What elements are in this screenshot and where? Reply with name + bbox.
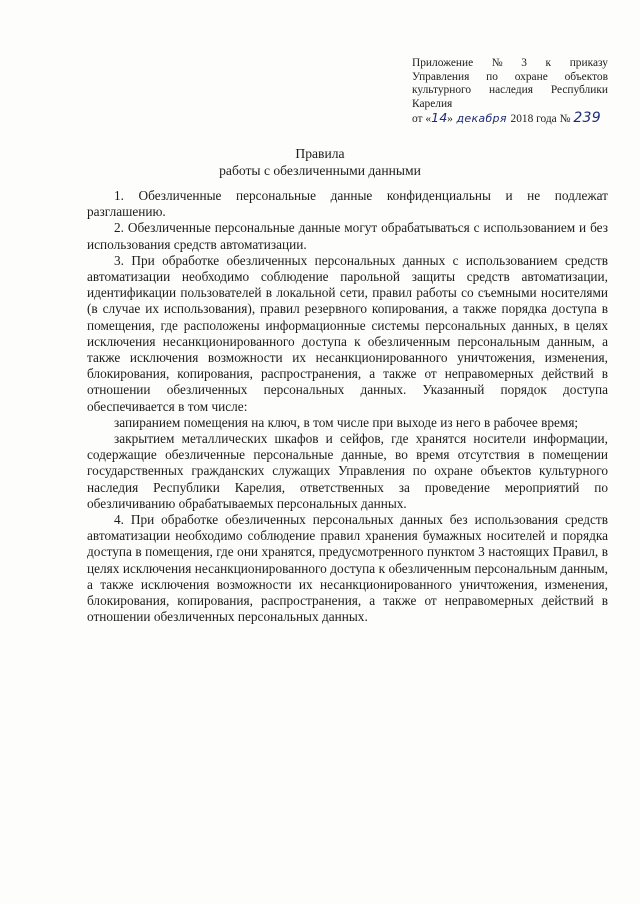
document-body xyxy=(87,188,608,625)
annex-date-line xyxy=(412,111,608,127)
paragraph-2: 2. Обезличенные персональные данные могут обрабатываться с использованием и без использования средств автоматизации. xyxy=(87,220,608,252)
paragraph-3-item-1: запиранием помещения на ключ, в том числе при выходе из него в рабочее время; xyxy=(114,414,579,430)
document-title: Правила xyxy=(295,146,345,161)
annex-word: № xyxy=(491,57,503,69)
annex-word: наследия xyxy=(489,84,533,97)
date-prefix: от « xyxy=(412,113,432,126)
handwritten-order-number: 239 xyxy=(573,110,601,127)
document-subtitle: работы с обезличенными данными xyxy=(219,163,421,178)
annex-line-2 xyxy=(412,71,608,85)
annex-word: Управления xyxy=(412,70,470,83)
date-year-text: 2018 года № xyxy=(510,113,571,126)
paragraph-3-item-2: закрытием металлических шкафов и сейфов, где хранятся носители информации, содержащие обезличенные персональные данные, во время отсутствия в помещении государственных гражданских служащих Управления по охране объектов культурного наследия Республики Карелия, ответственных за проведение мероприятий по обезличиванию обрабатываемых персональных данных. xyxy=(87,431,608,511)
annex-word: культурного xyxy=(412,84,472,97)
annex-word: к xyxy=(545,57,552,69)
annex-block xyxy=(412,57,608,127)
annex-word: приказу xyxy=(569,57,608,69)
handwritten-month: декабря xyxy=(456,112,507,126)
annex-word: объектов xyxy=(564,70,608,83)
annex-word: охране xyxy=(514,70,548,83)
annex-word: Республики xyxy=(550,84,608,97)
paragraph-4: 4. При обработке обезличенных персональных данных без использования средств автоматизации необходимо соблюдение правил хранения бумажных носителей и порядка доступа в помещения, где они хранятся, предусмотренного пунктом 3 настоящих Правил, в целях исключения несанкционированного доступа к обезличенным персональным данным, а также исключения возможности их несанкционированного уничтожения, изменения, блокирования, копирования, распространения, а также от неправомерных действий в отношении обезличенных персональных данных. xyxy=(87,512,608,625)
handwritten-day: 14 xyxy=(431,110,448,126)
annex-line-1 xyxy=(412,57,608,71)
annex-line-4: Карелия xyxy=(412,97,453,110)
annex-word: 3 xyxy=(521,57,527,69)
paragraph-3: 3. При обработке обезличенных персональных данных с использованием средств автоматизации необходимо соблюдение парольной защиты средств автоматизации, идентификации пользователей в локальной сети, правил работы со съемными носителями (в случае их использования), правил резервного копирования, а также порядка доступа в помещения, где расположены информационные системы персональных данных, в целях исключения несанкционированного доступа к обезличенным персональным данным, а также исключения возможности их несанкционированного уничтожения, изменения, блокирования, копирования, распространения, а также от неправомерных действий в отношении обезличенных персональных данных. Указанный порядок доступа обеспечивается в том числе: xyxy=(87,252,608,414)
paragraph-1: 1. Обезличенные персональные данные конфиденциальны и не подлежат разглашению. xyxy=(87,188,608,220)
date-quote-close: » xyxy=(447,113,453,126)
annex-line-3 xyxy=(412,84,608,98)
annex-word: Приложение xyxy=(412,57,474,69)
annex-word: по xyxy=(486,70,498,83)
